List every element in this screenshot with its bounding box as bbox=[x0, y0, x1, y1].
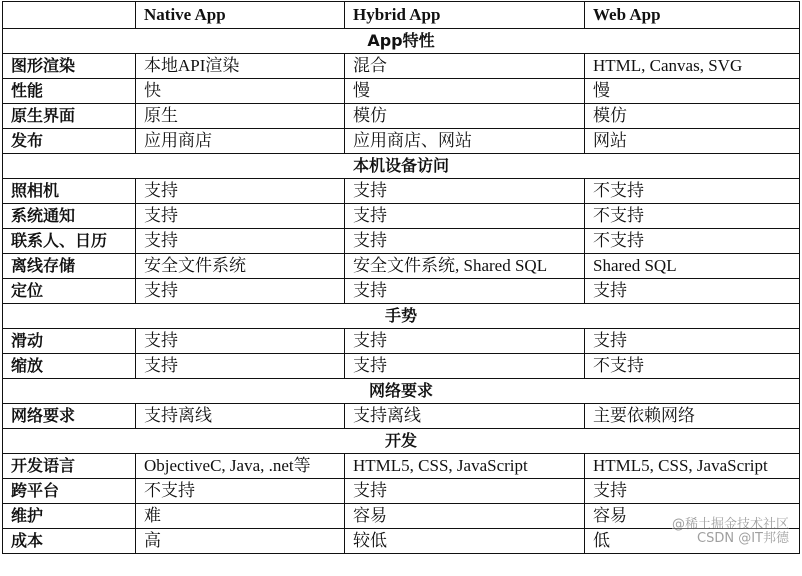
row-label: 缩放 bbox=[3, 354, 136, 379]
native-app-cell: 高 bbox=[136, 529, 345, 554]
row-label: 跨平台 bbox=[3, 479, 136, 504]
table-row bbox=[3, 179, 800, 204]
row-label: 系统通知 bbox=[3, 204, 136, 229]
table-row bbox=[3, 479, 800, 504]
native-app-cell: 本地API渲染 bbox=[136, 54, 345, 79]
table-row bbox=[3, 229, 800, 254]
section-row bbox=[3, 154, 800, 179]
row-label: 网络要求 bbox=[3, 404, 136, 429]
watermark-line-1: @稀土掘金技术社区 bbox=[671, 517, 789, 532]
hybrid-app-cell: 支持 bbox=[345, 204, 585, 229]
hybrid-app-cell: 支持 bbox=[345, 479, 585, 504]
hybrid-app-cell: 较低 bbox=[345, 529, 585, 554]
table-row bbox=[3, 104, 800, 129]
row-label: 定位 bbox=[3, 279, 136, 304]
web-app-cell: 支持 bbox=[585, 329, 800, 354]
native-app-cell: 快 bbox=[136, 79, 345, 104]
section-row bbox=[3, 429, 800, 454]
web-app-cell: HTML, Canvas, SVG bbox=[585, 54, 800, 79]
row-label: 维护 bbox=[3, 504, 136, 529]
table-row bbox=[3, 404, 800, 429]
row-label: 照相机 bbox=[3, 179, 136, 204]
row-label: 性能 bbox=[3, 79, 136, 104]
table-row bbox=[3, 454, 800, 479]
native-app-cell: 支持 bbox=[136, 354, 345, 379]
hybrid-app-cell: 支持 bbox=[345, 329, 585, 354]
table-row bbox=[3, 204, 800, 229]
web-app-cell: 不支持 bbox=[585, 354, 800, 379]
row-label: 联系人、日历 bbox=[3, 229, 136, 254]
native-app-cell: 安全文件系统 bbox=[136, 254, 345, 279]
row-label: 开发语言 bbox=[3, 454, 136, 479]
hybrid-app-cell: 支持 bbox=[345, 179, 585, 204]
hybrid-app-cell: 支持 bbox=[345, 279, 585, 304]
hybrid-app-cell: HTML5, CSS, JavaScript bbox=[345, 454, 585, 479]
hybrid-app-cell: 安全文件系统, Shared SQL bbox=[345, 254, 585, 279]
section-title: 本机设备访问 bbox=[3, 154, 800, 179]
native-app-cell: 原生 bbox=[136, 104, 345, 129]
hybrid-app-cell: 应用商店、网站 bbox=[345, 129, 585, 154]
hybrid-app-cell: 容易 bbox=[345, 504, 585, 529]
table-row bbox=[3, 354, 800, 379]
row-label: 成本 bbox=[3, 529, 136, 554]
hybrid-app-cell: 模仿 bbox=[345, 104, 585, 129]
web-app-cell: 主要依赖网络 bbox=[585, 404, 800, 429]
watermark bbox=[672, 518, 789, 546]
section-title: 手势 bbox=[3, 304, 800, 329]
hybrid-app-cell: 支持 bbox=[345, 229, 585, 254]
web-app-cell: 模仿 bbox=[585, 104, 800, 129]
native-app-cell: 支持 bbox=[136, 279, 345, 304]
header-cell-hybrid-app: Hybrid App bbox=[345, 2, 585, 29]
table-row bbox=[3, 79, 800, 104]
header-row bbox=[3, 2, 800, 29]
hybrid-app-cell: 慢 bbox=[345, 79, 585, 104]
native-app-cell: 支持 bbox=[136, 329, 345, 354]
web-app-cell: 不支持 bbox=[585, 229, 800, 254]
hybrid-app-cell: 混合 bbox=[345, 54, 585, 79]
native-app-cell: ObjectiveC, Java, .net等 bbox=[136, 454, 345, 479]
comparison-table bbox=[2, 1, 800, 554]
native-app-cell: 难 bbox=[136, 504, 345, 529]
watermark-line-2: CSDN @IT邦德 bbox=[672, 532, 789, 546]
section-title: 开发 bbox=[3, 429, 800, 454]
row-label: 滑动 bbox=[3, 329, 136, 354]
web-app-cell: 不支持 bbox=[585, 179, 800, 204]
web-app-cell: 慢 bbox=[585, 79, 800, 104]
table-row bbox=[3, 329, 800, 354]
native-app-cell: 不支持 bbox=[136, 479, 345, 504]
table-row bbox=[3, 129, 800, 154]
section-row bbox=[3, 304, 800, 329]
native-app-cell: 应用商店 bbox=[136, 129, 345, 154]
row-label: 离线存储 bbox=[3, 254, 136, 279]
web-app-cell: 支持 bbox=[585, 279, 800, 304]
table-body bbox=[3, 29, 800, 554]
hybrid-app-cell: 支持 bbox=[345, 354, 585, 379]
comparison-table-container bbox=[2, 1, 799, 554]
row-label: 原生界面 bbox=[3, 104, 136, 129]
web-app-cell: 不支持 bbox=[585, 204, 800, 229]
row-label: 发布 bbox=[3, 129, 136, 154]
section-title: 网络要求 bbox=[3, 379, 800, 404]
native-app-cell: 支持 bbox=[136, 204, 345, 229]
native-app-cell: 支持 bbox=[136, 179, 345, 204]
web-app-cell: 网站 bbox=[585, 129, 800, 154]
header-cell-web-app: Web App bbox=[585, 2, 800, 29]
table-row bbox=[3, 279, 800, 304]
table-row bbox=[3, 54, 800, 79]
native-app-cell: 支持离线 bbox=[136, 404, 345, 429]
web-app-cell: 支持 bbox=[585, 479, 800, 504]
web-app-cell: HTML5, CSS, JavaScript bbox=[585, 454, 800, 479]
header-cell-corner bbox=[3, 2, 136, 29]
table-row bbox=[3, 254, 800, 279]
section-title: App特性 bbox=[3, 29, 800, 54]
native-app-cell: 支持 bbox=[136, 229, 345, 254]
header-cell-native-app: Native App bbox=[136, 2, 345, 29]
web-app-cell: Shared SQL bbox=[585, 254, 800, 279]
web-app-cell: 容易 bbox=[585, 504, 800, 529]
section-row bbox=[3, 29, 800, 54]
section-row bbox=[3, 379, 800, 404]
web-app-cell: 低 bbox=[585, 529, 800, 554]
hybrid-app-cell: 支持离线 bbox=[345, 404, 585, 429]
row-label: 图形渲染 bbox=[3, 54, 136, 79]
